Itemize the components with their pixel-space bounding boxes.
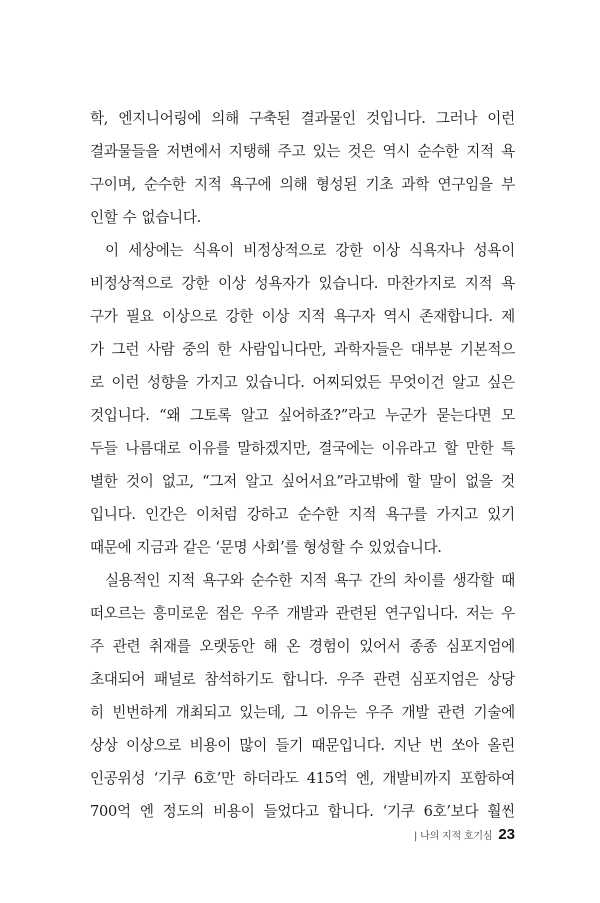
text-line: 인할 수 없습니다. xyxy=(90,209,201,226)
text-line: 이 세상에는 식욕이 비정상적으로 강한 이상 식욕자나 성욕이 xyxy=(105,242,515,259)
text-line: 두들 나름대로 이유를 말하겠지만, 결국에는 이유라고 할 만한 특 xyxy=(90,440,515,457)
text-line: 떠오르는 흥미로운 점은 우주 개발과 관련된 연구입니다. 저는 우 xyxy=(90,605,515,622)
text-line: 것입니다. “왜 그토록 알고 싶어하죠?”라고 누군가 묻는다면 모 xyxy=(90,407,515,424)
text-line: 인공위성 ‘기쿠 6호’만 하더라도 415억 엔, 개발비까지 포함하여 xyxy=(90,770,515,787)
running-head: | 나의 지적 호기심 xyxy=(413,831,493,842)
text-line: 입니다. 인간은 이처럼 강하고 순수한 지적 욕구를 가지고 있기 xyxy=(90,506,515,523)
page-number: 23 xyxy=(498,826,515,843)
text-line: 별한 것이 없고, “그저 알고 싶어서요”라고밖에 할 말이 없을 것 xyxy=(90,473,515,490)
text-line: 결과물들을 저변에서 지탱해 주고 있는 것은 역시 순수한 지적 욕 xyxy=(90,143,515,160)
text-line: 700억 엔 정도의 비용이 들었다고 합니다. ‘기쿠 6호’보다 훨씬 xyxy=(90,803,515,820)
text-line: 주 관련 취재를 오랫동안 해 온 경험이 있어서 종종 심포지엄에 xyxy=(90,638,515,655)
text-line: 때문에 지금과 같은 ‘문명 사회’를 형성할 수 있었습니다. xyxy=(90,539,442,556)
text-line: 구이며, 순수한 지적 욕구에 의해 형성된 기초 과학 연구임을 부 xyxy=(90,176,515,193)
text-line: 히 빈번하게 개최되고 있는데, 그 이유는 우주 개발 관련 기술에 xyxy=(90,704,515,721)
body-text xyxy=(90,102,515,828)
text-line: 구가 필요 이상으로 강한 이상 지적 욕구자 역시 존재합니다. 제 xyxy=(90,308,515,325)
text-line: 비정상적으로 강한 이상 성욕자가 있습니다. 마찬가지로 지적 욕 xyxy=(90,275,515,292)
page-footer xyxy=(414,826,515,843)
text-line: 상상 이상으로 비용이 많이 들기 때문입니다. 지난 번 쏘아 올린 xyxy=(90,737,515,754)
text-line: 초대되어 패널로 참석하기도 합니다. 우주 관련 심포지엄은 상당 xyxy=(90,671,515,688)
text-line: 로 이런 성향을 가지고 있습니다. 어찌되었든 무엇이건 알고 싶은 xyxy=(90,374,515,391)
text-line: 학, 엔지니어링에 의해 구축된 결과물인 것입니다. 그러나 이런 xyxy=(90,110,515,127)
text-line: 가 그런 사람 중의 한 사람입니다만, 과학자들은 대부분 기본적으 xyxy=(90,341,515,358)
text-line: 실용적인 지적 욕구와 순수한 지적 욕구 간의 차이를 생각할 때 xyxy=(105,572,515,589)
